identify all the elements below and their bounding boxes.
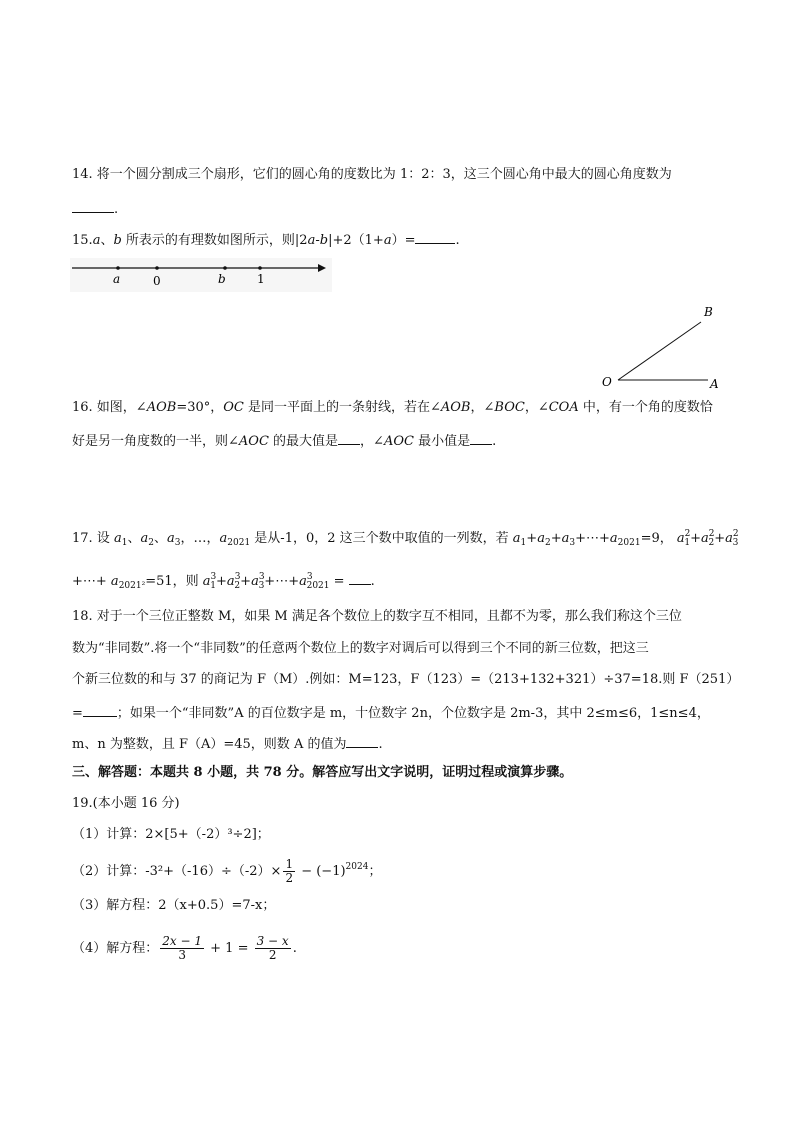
q18-line1: 18. 对于一个三位正整数 M，如果 M 满足各个数位上的数字互不相同，且都不为零，那么我们称这个三位	[72, 609, 682, 624]
answer-blank[interactable]	[470, 430, 492, 445]
answer-blank[interactable]	[83, 702, 117, 717]
fraction: $\frac{3 - x}{2}$	[256, 934, 289, 962]
q19-part3: （3）解方程：2（x+0.5）=7-x；	[72, 898, 276, 913]
label-b: b	[218, 272, 226, 286]
q17-line1: 17. 设 $a_1$、$a_2$、$a_3$，…，$a_{2021}$ 是从-1，0，2 这三个数中取值的一列数，若 $a_1+a_2+a_3+\cdots+a_{2021}=9$， $a^2_1+a^2_2+a^2_3$	[72, 529, 739, 548]
label-a: a	[113, 272, 121, 286]
q19-part2: （2）计算：-3²+（-16）÷（-2）× $\frac{1}{2}$ − $(-1)^{2024}$；	[72, 857, 382, 885]
label-B: B	[704, 305, 713, 319]
angle-figure	[596, 300, 726, 395]
q14-line2: .	[72, 198, 118, 219]
q16-line2: 好是另一角度数的一半，则∠AOC 的最大值是 ，∠AOC 最小值是 .	[72, 430, 496, 451]
label-A: A	[710, 377, 719, 391]
answer-blank[interactable]	[72, 198, 114, 213]
answer-blank[interactable]	[346, 733, 378, 748]
q19-part4: （4）解方程： $\frac{2x - 1}{3}$ + 1 = $\frac{3 - x}{2}$ .	[72, 934, 297, 962]
fraction: $\frac{1}{2}$	[285, 857, 294, 885]
label-1: 1	[257, 272, 265, 286]
q15-line: 15.a、b 所表示的有理数如图所示，则|2a-b|+2（1+a）= .	[72, 229, 460, 250]
q17-line2: +⋯+ $a_{2021^2}=51$，则 $a^3_1+a^3_2+a^3_3+\cdots+a^3_{2021}$ = .	[72, 572, 375, 591]
q18-line4: = ；如果一个“非同数”A 的百位数字是 m，十位数字 2n，个位数字是 2m-3，其中 2≤m≤6，1≤n≤4，	[72, 702, 710, 723]
label-0: 0	[153, 274, 161, 288]
section-heading: 三、解答题：本题共 8 小题，共 78 分。解答应写出文字说明，证明过程或演算步骤。	[72, 765, 573, 780]
point-1	[258, 266, 262, 270]
point-a	[116, 266, 120, 270]
point-b	[223, 266, 227, 270]
q18-line2: 数为“非同数”.将一个“非同数”的任意两个数位上的数字对调后可以得到三个不同的新三位数，把这三	[72, 641, 649, 656]
q19-title: 19.(本小题 16 分)	[72, 796, 180, 811]
q16-line1: 16. 如图，∠AOB=30°，OC 是同一平面上的一条射线，若在∠AOB，∠BOC，∠COA 中，有一个角的度数恰	[72, 400, 713, 415]
q14-line1: 14. 将一个圆分割成三个扇形，它们的圆心角的度数比为 1：2：3，这三个圆心角中最大的圆心角度数为	[72, 167, 672, 182]
answer-blank[interactable]	[415, 229, 455, 244]
label-O: O	[602, 375, 612, 389]
answer-blank[interactable]	[349, 570, 371, 585]
fraction: $\frac{2x - 1}{3}$	[162, 934, 203, 962]
number-line	[70, 258, 332, 292]
answer-blank[interactable]	[338, 430, 360, 445]
q19-part1: （1）计算：2×[5+（-2）³÷2]；	[72, 827, 270, 842]
point-0	[155, 266, 159, 270]
q18-line3: 个新三位数的和与 37 的商记为 F（M）.例如：M=123，F（123）=（213+132+321）÷37=18.则 F（251）	[72, 672, 740, 687]
q18-line5: m、n 为整数，且 F（A）=45，则数 A 的值为 .	[72, 733, 383, 754]
